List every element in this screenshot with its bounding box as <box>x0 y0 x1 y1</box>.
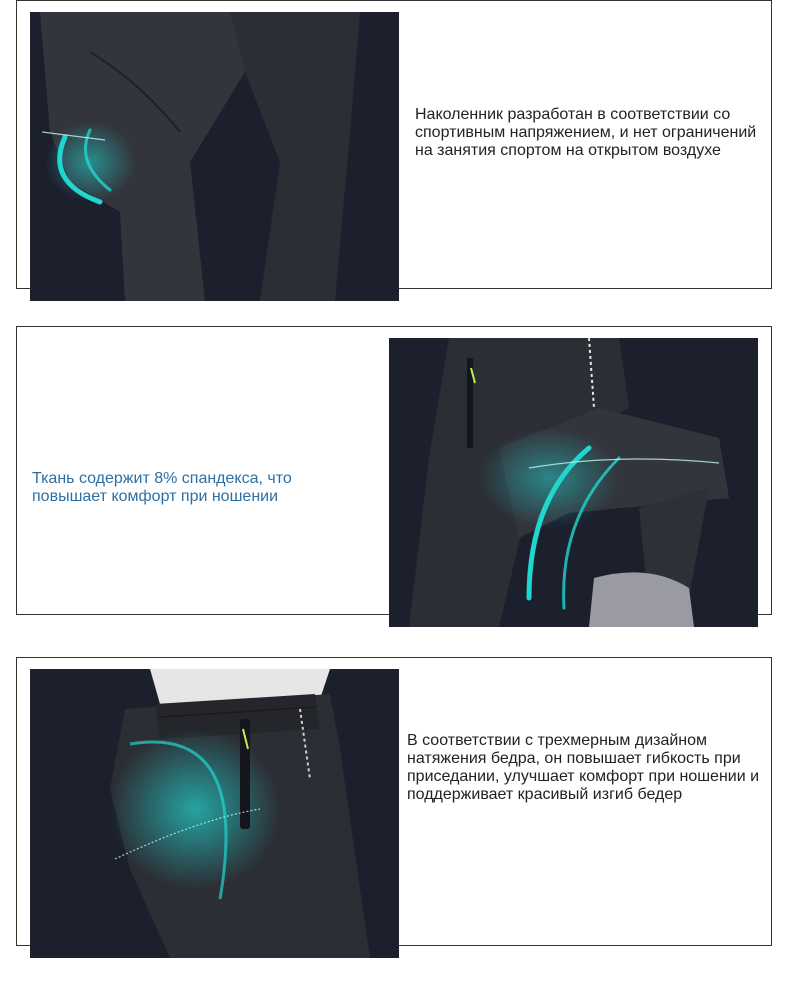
hip-pants-photo <box>30 669 399 958</box>
caption-spandex: Ткань содержит 8% спандекса, что повышает комфорт при ношении <box>32 470 292 505</box>
caption-hip: В соответствии с трехмерным дизайном натяжения бедра, он повышает гибкость при приседании, улучшает комфорт при ношении и поддерживает красивый изгиб бедер <box>407 732 760 803</box>
raised-leg-pants-photo <box>389 338 758 627</box>
knee-pants-photo <box>30 12 399 301</box>
caption-knee: Наколенник разработан в соответствии со спортивным напряжением, и нет ограничений на занятия спортом на открытом воздухе <box>415 106 757 159</box>
